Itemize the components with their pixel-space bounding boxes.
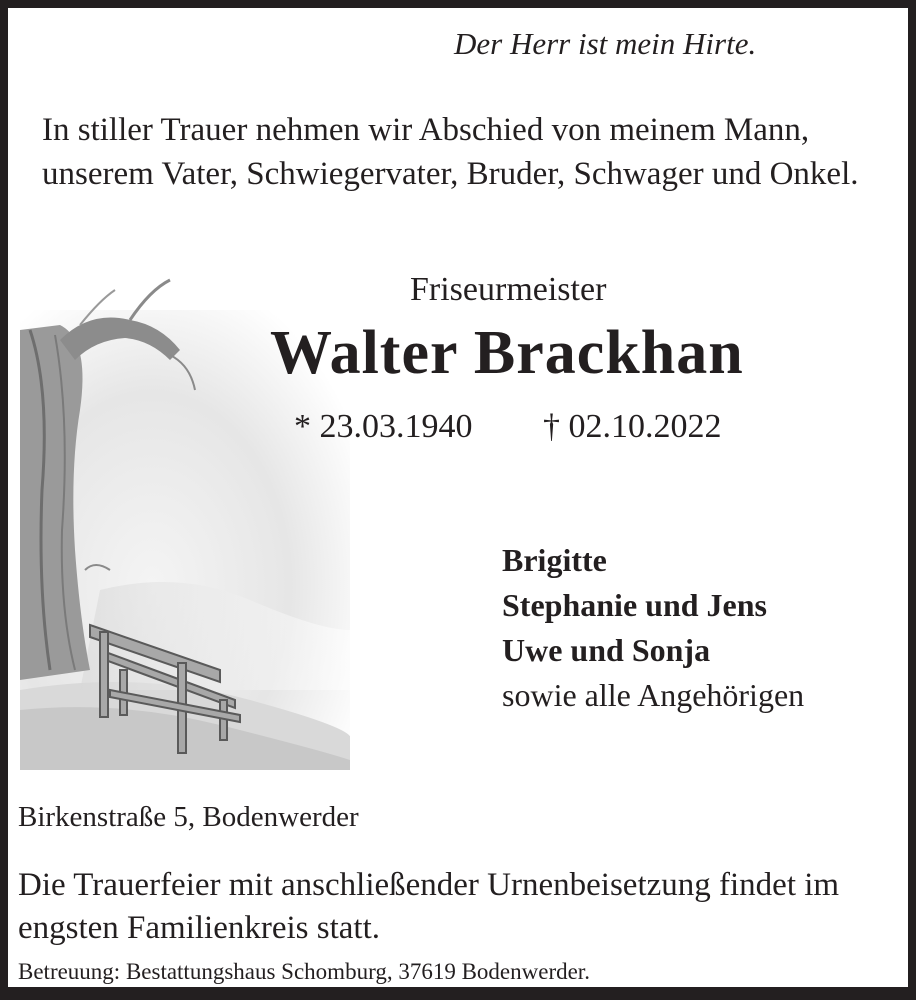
death-date: † 02.10.2022 <box>543 408 722 445</box>
birth-date: * 23.03.1940 <box>294 408 473 445</box>
ceremony-info: Die Trauerfeier mit anschließender Urnenbeisetzung findet im engsten Familienkreis statt. <box>18 867 840 946</box>
mourner-item: Brigitte <box>502 542 607 578</box>
undertaker-info: Betreuung: Bestattungshaus Schomburg, 37619 Bodenwerder. <box>18 959 590 984</box>
obituary-notice <box>8 8 908 987</box>
deceased-name: Walter Brackhan <box>270 319 744 387</box>
address: Birkenstraße 5, Bodenwerder <box>18 801 359 833</box>
intro-text: In stiller Trauer nehmen wir Abschied von meinem Mann, unserem Vater, Schwiegervater, Bruder, Schwager und Onkel. <box>42 112 859 192</box>
mourners-list <box>502 538 804 718</box>
life-dates <box>294 408 722 446</box>
mourner-item: sowie alle Angehörigen <box>502 677 805 713</box>
mourner-item: Uwe und Sonja <box>502 632 711 668</box>
motto: Der Herr ist mein Hirte. <box>454 26 757 61</box>
mourner-item: Stephanie und Jens <box>502 587 767 623</box>
deceased-profession: Friseurmeister <box>410 271 607 308</box>
